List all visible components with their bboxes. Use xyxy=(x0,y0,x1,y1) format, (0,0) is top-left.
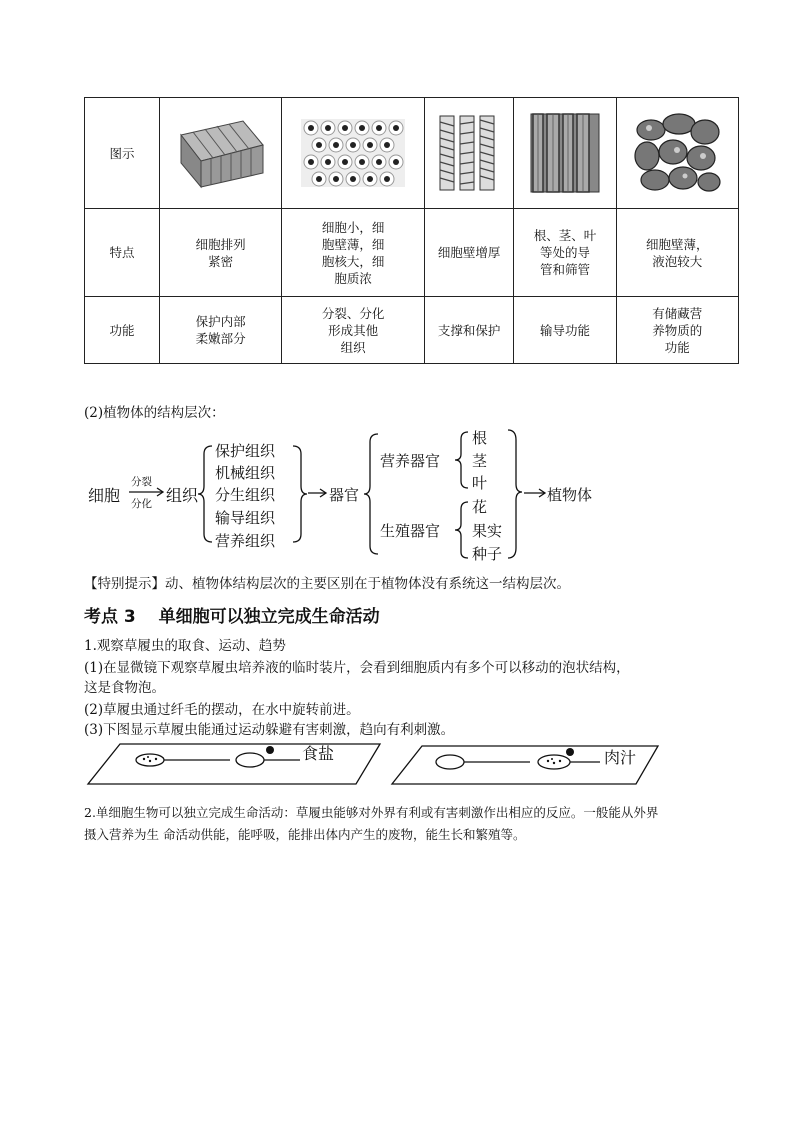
single-cell-para-b: 摄入营养为生 命活动供能，能呼吸，能排出体内产生的废物，能生长和繁殖等。 xyxy=(84,827,526,842)
hier-organ-item: 果实 xyxy=(472,522,503,540)
function-nutritive: 有储藏营 养物质的 功能 xyxy=(652,305,703,355)
hier-tissue-item: 分生组织 xyxy=(215,486,276,504)
hier-tissue-item: 输导组织 xyxy=(215,509,276,527)
observation-2: (2)草履虫通过纤毛的摆动，在水中旋转前进。 xyxy=(84,702,360,718)
hier-tissue-item: 机械组织 xyxy=(215,464,276,482)
hier-organ-item: 茎 xyxy=(472,452,488,470)
feature-nutritive: 细胞壁薄， 液泡较大 xyxy=(646,236,709,269)
hier-organ-item: 花 xyxy=(472,498,488,516)
row-label-function: 功能 xyxy=(85,297,160,364)
hier-organ-item: 种子 xyxy=(472,545,503,563)
function-conducting: 输导功能 xyxy=(540,322,591,338)
hier-reproductive-organ: 生殖器官 xyxy=(380,522,441,540)
feature-protective: 细胞排列 紧密 xyxy=(195,236,246,269)
feature-conducting: 根、茎、叶 等处的导 管和筛管 xyxy=(533,228,597,277)
function-meristematic: 分裂、分化 形成其他 组织 xyxy=(321,305,385,355)
hier-tissue: 组织 xyxy=(166,486,199,505)
structure-title: (2)植物体的结构层次： xyxy=(84,405,225,421)
hier-arrow-bottom: 分化 xyxy=(131,498,152,510)
row-label-image: 图示 xyxy=(85,98,160,209)
observation-1a: (1)在显微镜下观察草履虫培养液的临时装片，会看到细胞质内有多个可以移动的泡状结构， xyxy=(84,660,630,676)
hier-plant: 植物体 xyxy=(547,486,593,504)
hier-arrow-top: 分裂 xyxy=(131,476,152,488)
feature-mechanical: 细胞壁增厚 xyxy=(437,245,501,260)
hier-organ: 器官 xyxy=(329,486,360,504)
special-tip: 【特别提示】动、植物体结构层次的主要区别在于植物体没有系统这一结构层次。 xyxy=(84,576,570,592)
hier-organ-item: 叶 xyxy=(472,474,488,492)
section-heading: 考点 3 单细胞可以独立完成生命活动 xyxy=(84,607,380,627)
function-protective: 保护内部 柔嫩部分 xyxy=(195,314,246,346)
feature-meristematic: 细胞小，细 胞壁薄，细 胞核大，细 胞质浓 xyxy=(321,219,385,286)
observation-1b: 这是食物泡。 xyxy=(84,680,165,696)
hier-vegetative-organ: 营养器官 xyxy=(380,452,441,470)
function-mechanical: 支撑和保护 xyxy=(437,322,501,338)
hier-organ-item: 根 xyxy=(472,429,488,447)
hier-tissue-item: 营养组织 xyxy=(215,532,276,550)
observation-title: 1.观察草履虫的取食、运动、趋势 xyxy=(84,638,286,654)
hier-tissue-item: 保护组织 xyxy=(215,442,276,460)
observation-3: (3)下图显示草履虫能通过运动躲避有害刺激，趋向有利刺激。 xyxy=(84,722,455,738)
row-label-feature: 特点 xyxy=(85,209,160,297)
hier-cell: 细胞 xyxy=(88,486,121,505)
single-cell-para-a: 2.单细胞生物可以独立完成生命活动：草履虫能够对外界有利或有害刺激作出相应的反应。一般能从外界 xyxy=(84,805,659,820)
salt-label: 食盐 xyxy=(302,744,335,763)
meat-juice-label: 肉汁 xyxy=(604,748,637,767)
